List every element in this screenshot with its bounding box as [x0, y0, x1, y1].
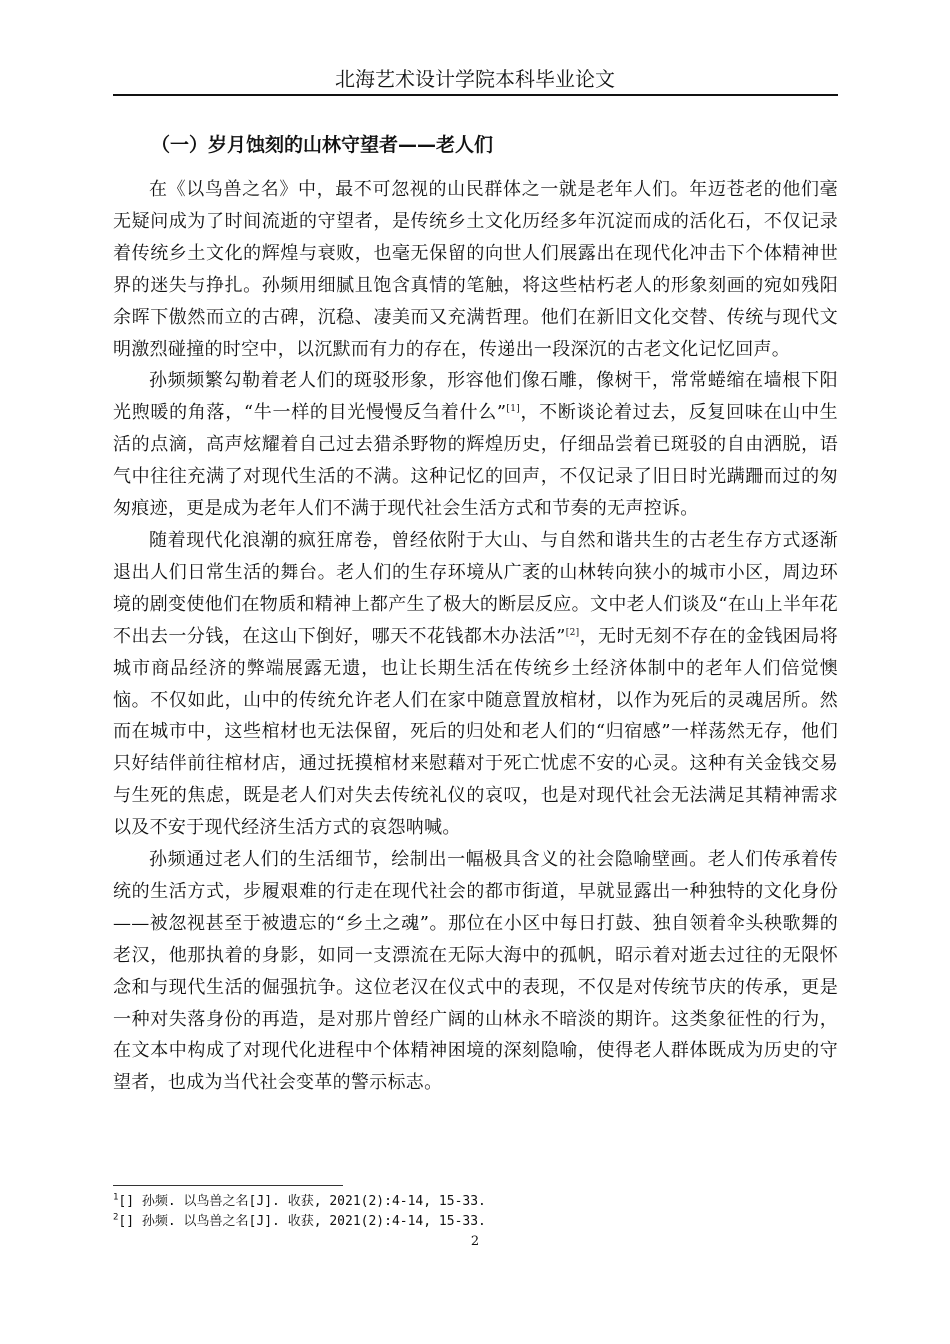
footnote-text: [] 孙频. 以鸟兽之名[J]. 收获, 2021(2):4-14, 15-33.: [118, 1214, 486, 1229]
header-rule: [113, 94, 838, 96]
running-header-title: 北海艺术设计学院本科毕业论文: [335, 67, 615, 91]
paragraph-2: [113, 365, 838, 525]
footnote-1: [113, 1192, 838, 1212]
footnote-2: [113, 1212, 838, 1232]
footnote-reference-2[interactable]: [2]: [565, 627, 580, 638]
body-text: [113, 174, 838, 1099]
footnotes: [113, 1192, 838, 1232]
paragraph-1: 在《以鸟兽之名》中，最不可忽视的山民群体之一就是老年人们。年迈苍老的他们毫无疑问成为了时间流逝的守望者，是传统乡土文化历经多年沉淀而成的活化石，不仅记录着传统乡土文化的辉煌与衰败，也毫无保留的向世人们展露出在现代化冲击下个体精神世界的迷失与挣扎。孙频用细腻且饱含真情的笔触，将这些枯朽老人的形象刻画的宛如残阳余晖下傲然而立的古碑，沉稳、凄美而又充满哲理。他们在新旧文化交替、传统与现代文明激烈碰撞的时空中，以沉默而有力的存在，传递出一段深沉的古老文化记忆回声。: [113, 179, 838, 360]
footnote-separator: [113, 1185, 343, 1186]
footnote-mark: 1: [113, 1192, 119, 1203]
footnote-mark: 2: [113, 1212, 119, 1223]
footnote-text: [] 孙频. 以鸟兽之名[J]. 收获, 2021(2):4-14, 15-33.: [118, 1194, 486, 1209]
paragraph-2-text-after: ，不断谈论着过去，反复回味在山中生活的点滴，高声炫耀着自己过去猎杀野物的辉煌历史，仔细品尝着已斑驳的自由洒脱，语气中往往充满了对现代生活的不满。这种记忆的回声，不仅记录了旧日时光蹒跚而过的匆匆痕迹，更是成为老年人们不满于现代社会生活方式和节奏的无声控诉。: [113, 402, 838, 520]
paragraph-3-text-before: 随着现代化浪潮的疯狂席卷，曾经依附于大山、与自然和谐共生的古老生存方式逐渐退出人们日常生活的舞台。老人们的生存环境从广袤的山林转向狭小的城市小区，周边环境的剧变使他们在物质和精神上都产生了极大的断层反应。文中老人们谈及“在山上半年花不出去一分钱，在这山下倒好，哪天不花钱都木办法活”: [113, 529, 838, 647]
paragraph-3-text-after: ，无时无刻不存在的金钱困局将城市商品经济的弊端展露无遗，也让长期生活在传统乡土经济体制中的老年人们倍觉懊恼。不仅如此，山中的传统允许老人们在家中随意置放棺材，以作为死后的灵魂居所。然而在城市中，这些棺材也无法保留，死后的归处和老人们的“归宿感”一样荡然无存，他们只好结伴前往棺材店，通过抚摸棺材来慰藉对于死亡忧虑不安的心灵。这种有关金钱交易与生死的焦虑，既是老人们对失去传统礼仪的哀叹，也是对现代社会无法满足其精神需求以及不安于现代经济生活方式的哀怨呐喊。: [113, 625, 838, 839]
page-number: 2: [470, 1234, 480, 1249]
section-heading: （一）岁月蚀刻的山林守望者——老人们: [151, 134, 494, 156]
paragraph-2-text-before: 孙频频繁勾勒着老人们的斑驳形象，形容他们像石雕，像树干，常常蜷缩在墙根下阳光煦暖的角落，“牛一样的目光慢慢反刍着什么”: [113, 370, 838, 424]
footnote-reference-1[interactable]: [1]: [506, 404, 521, 415]
paragraph-3: [113, 525, 838, 844]
paragraph-4: 孙频通过老人们的生活细节，绘制出一幅极具含义的社会隐喻壁画。老人们传承着传统的生活方式，步履艰难的行走在现代社会的都市街道，早就显露出一种独特的文化身份——被忽视甚至于被遗忘的“乡土之魂”。那位在小区中每日打鼓、独自领着伞头秧歌舞的老汉，他那执着的身影，如同一支漂流在无际大海中的孤帆，昭示着对逝去过往的无限怀念和与现代生活的倔强抗争。这位老汉在仪式中的表现，不仅是对传统节庆的传承，更是一种对失落身份的再造，是对那片曾经广阔的山林永不暗淡的期许。这类象征性的行为，在文本中构成了对现代化进程中个体精神困境的深刻隐喻，使得老人群体既成为历史的守望者，也成为当代社会变革的警示标志。: [113, 849, 838, 1094]
